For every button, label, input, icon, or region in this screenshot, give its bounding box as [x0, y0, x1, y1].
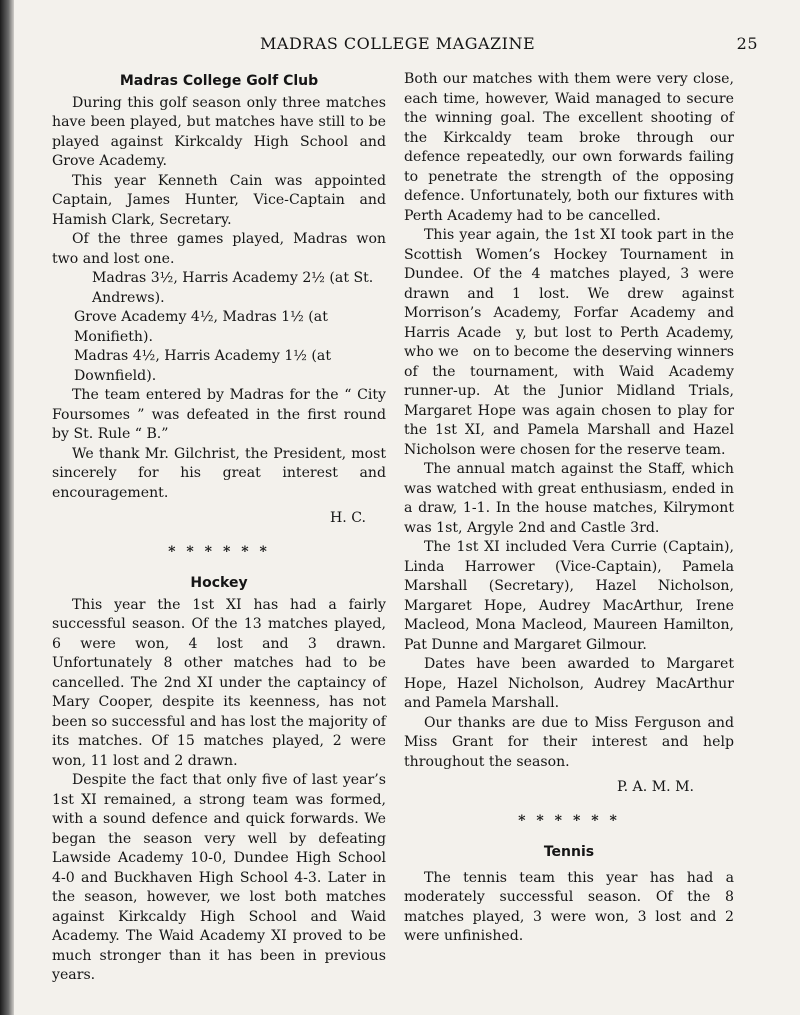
section-separator: * * * * * * [168, 543, 270, 560]
hockey-heading: Hockey [190, 575, 248, 591]
magazine-title: MADRAS COLLEGE MAGAZINE [260, 34, 536, 53]
section-separator: * * * * * * [518, 812, 620, 829]
tennis-paragraph: The tennis team this year has had a moderately successful season. Of the 8 matches played, 3 were won, 3 lost and 2 were unfinished. [404, 869, 734, 944]
golf-paragraph: The team entered by Madras for the “ City Foursomes ” was defeated in the first round by St. Rule “ B.” [52, 387, 386, 442]
right-column [404, 70, 734, 947]
hockey-paragraph: This year again, the 1st XI took part in the Scottish Women’s Hockey Tournament in Dundee. Of the 4 matches played, 3 were drawn and 1 lost. We drew against Morrison’s Academy, Forfar Academy and Harris Acade y, but lost to Perth Academy, who we on to become the deserving winners of the tournament, with Waid Academy runner-up. At the Junior Midland Trials, Margaret Hope was again chosen to play for the 1st XI, and Pamela Marshall and Hazel Nicholson were chosen for the reserve team. [404, 227, 734, 458]
hockey-paragraph: Both our matches with them were very close, each time, however, Waid managed to secure the winning goal. The excellent shooting of the Kirkcaldy team broke through our defence repeatedly, our own forwards failing to penetrate the strength of the opposing defence. Unfortunately, both our fixtures with Perth Academy had to be cancelled. [404, 71, 734, 224]
tennis-heading: Tennis [543, 844, 595, 860]
golf-result: Grove Academy 4½, Madras 1½ (at Monifieth). [74, 309, 328, 345]
hockey-signature: P. A. M. M. [616, 779, 694, 795]
golf-paragraph: We thank Mr. Gilchrist, the President, most sincerely for his great interest and encouragement. [52, 445, 386, 501]
golf-heading: Madras College Golf Club [119, 73, 319, 89]
page-number: 25 [736, 34, 758, 53]
golf-paragraph: During this golf season only three matches have been played, but matches have still to be played against Kirkcaldy High School and Grove Academy. [52, 94, 386, 169]
golf-result: Madras 4½, Harris Academy 1½ (at Downfield). [74, 348, 331, 384]
golf-paragraph: This year Kenneth Cain was appointed Captain, James Hunter, Vice-Captain and Hamish Clark, Secretary. [52, 172, 386, 228]
hockey-paragraph: The annual match against the Staff, which was watched with great enthusiasm, ended in a draw, 1-1. In the house matches, Kilrymont was 1st, Argyle 2nd and Castle 3rd. [404, 461, 734, 536]
book-spine-shadow [0, 0, 14, 1015]
hockey-paragraph: Dates have been awarded to Margaret Hope, Hazel Nicholson, Audrey MacArthur and Pamela Marshall. [404, 656, 734, 711]
hockey-paragraph: Despite the fact that only five of last year’s 1st XI remained, a strong team was formed, with a sound defence and quick forwards. We began the season very well by defeating Lawside Academy 10-0, Dundee High School 4-0 and Buckhaven High School 4-3. Later in the season, however, we lost both matches against Kirkcaldy High School and Waid Academy. The Waid Academy XI proved to be much stronger than it has been in previous years. [52, 772, 386, 983]
hockey-paragraph: This year the 1st XI has had a fairly successful season. Of the 13 matches played, 6 were won, 4 lost and 3 drawn. Unfortunately 8 other matches had to be cancelled. The 2nd XI under the captaincy of Mary Cooper, despite its keenness, has not been so successful and has lost the majority of its matches. Of 15 matches played, 2 were won, 11 lost and 2 drawn. [52, 596, 386, 769]
golf-result: Madras 3½, Harris Academy 2½ (at St. Andrews). [92, 270, 374, 306]
golf-signature: H. C. [329, 510, 366, 526]
hockey-paragraph: The 1st XI included Vera Currie (Captain), Linda Harrower (Vice-Captain), Pamela Marshall (Secretary), Hazel Nicholson, Margaret Hope, Audrey MacArthur, Irene Macleod, Mona Macleod, Maureen Hamilton, Pat Dunne and Margaret Gilmour. [404, 539, 734, 653]
golf-paragraph: Of the three games played, Madras won two and lost one. [52, 231, 386, 267]
left-column [52, 70, 386, 986]
hockey-paragraph: Our thanks are due to Miss Ferguson and Miss Grant for their interest and help throughout the season. [404, 714, 734, 770]
